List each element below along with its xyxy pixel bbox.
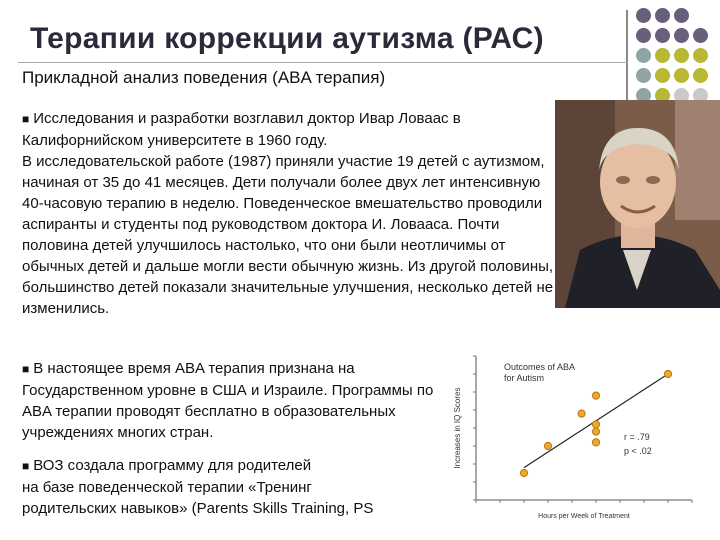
- chart-point: [520, 469, 527, 476]
- slide-title: Терапии коррекции аутизма (РАС): [30, 22, 544, 55]
- decor-dot: [693, 28, 708, 43]
- chart-title: Outcomes of ABA: [504, 362, 576, 372]
- paragraph-who-line-2: на базе поведенческой терапии «Тренинг: [22, 479, 312, 496]
- decor-dot: [674, 28, 689, 43]
- chart-point: [592, 428, 599, 435]
- chart-point: [578, 410, 585, 417]
- decor-dot: [674, 8, 689, 23]
- chart-point: [592, 392, 599, 399]
- paragraph-research: [22, 108, 562, 319]
- chart-point: [664, 370, 671, 377]
- decor-dot: [636, 48, 651, 63]
- decor-dot: [636, 68, 651, 83]
- bullet-icon: ■: [22, 362, 30, 376]
- slide-subtitle: Прикладной анализ поведения (ABA терапия): [22, 68, 386, 87]
- horizontal-divider: [18, 62, 628, 63]
- paragraph-who: [22, 455, 462, 519]
- chart-title: for Autism: [504, 373, 545, 383]
- chart-point: [592, 439, 599, 446]
- paragraph-who-line-1: ВОЗ создала программу для родителей: [33, 457, 312, 474]
- paragraph-research-lead: Исследования и разработки возглавил доктор Ивар Ловаас в Калифорнийском университете в 1960 году.: [22, 110, 461, 149]
- chart-annotation-r: r = .79: [624, 432, 650, 442]
- decor-dot: [655, 8, 670, 23]
- chart-y-label: Increases in IQ Scores: [453, 387, 462, 469]
- bullet-icon: ■: [22, 459, 30, 473]
- chart-annotation-p: p < .02: [624, 446, 652, 456]
- chart-point: [544, 442, 551, 449]
- decor-dot: [655, 68, 670, 83]
- portrait-photo: [555, 100, 720, 308]
- decor-dot: [655, 48, 670, 63]
- decor-dot: [693, 48, 708, 63]
- chart-x-label: Hours per Week of Treatment: [538, 513, 630, 520]
- paragraph-recognition-text: В настоящее время ABA терапия признана на Государственном уровне в США и Израиле. Программы по ABA терапии проводят бесплатно в образовательных учреждениях многих стран.: [22, 360, 434, 441]
- decor-dot: [636, 8, 651, 23]
- chart-point: [592, 421, 599, 428]
- decor-dot: [636, 28, 651, 43]
- scatter-chart: [446, 348, 700, 526]
- decor-dot: [655, 28, 670, 43]
- paragraph-who-line-3: родительских навыков» (Parents Skills Training, PS: [22, 500, 374, 517]
- paragraph-recognition: [22, 358, 442, 443]
- decor-dot: [674, 68, 689, 83]
- decor-dot: [674, 48, 689, 63]
- paragraph-research-body: В исследовательской работе (1987) приняли участие 19 детей с аутизмом, начиная от 35 до 41 месяцев. Дети получали более двух лет интенсивную 40-часовую терапию в неделю. Поведенческое вмешательство проводили аспиранты и студенты под руководством доктора И. Ловааса. Почти половина детей улучшилось настолько, что они были неотличимы от обычных детей и дальше могли вести обычную жизнь. Из другой половины, большинство детей показали значительные улучшения, несколько детей не изменились.: [22, 153, 554, 317]
- decor-dot: [693, 68, 708, 83]
- bullet-icon: ■: [22, 112, 30, 126]
